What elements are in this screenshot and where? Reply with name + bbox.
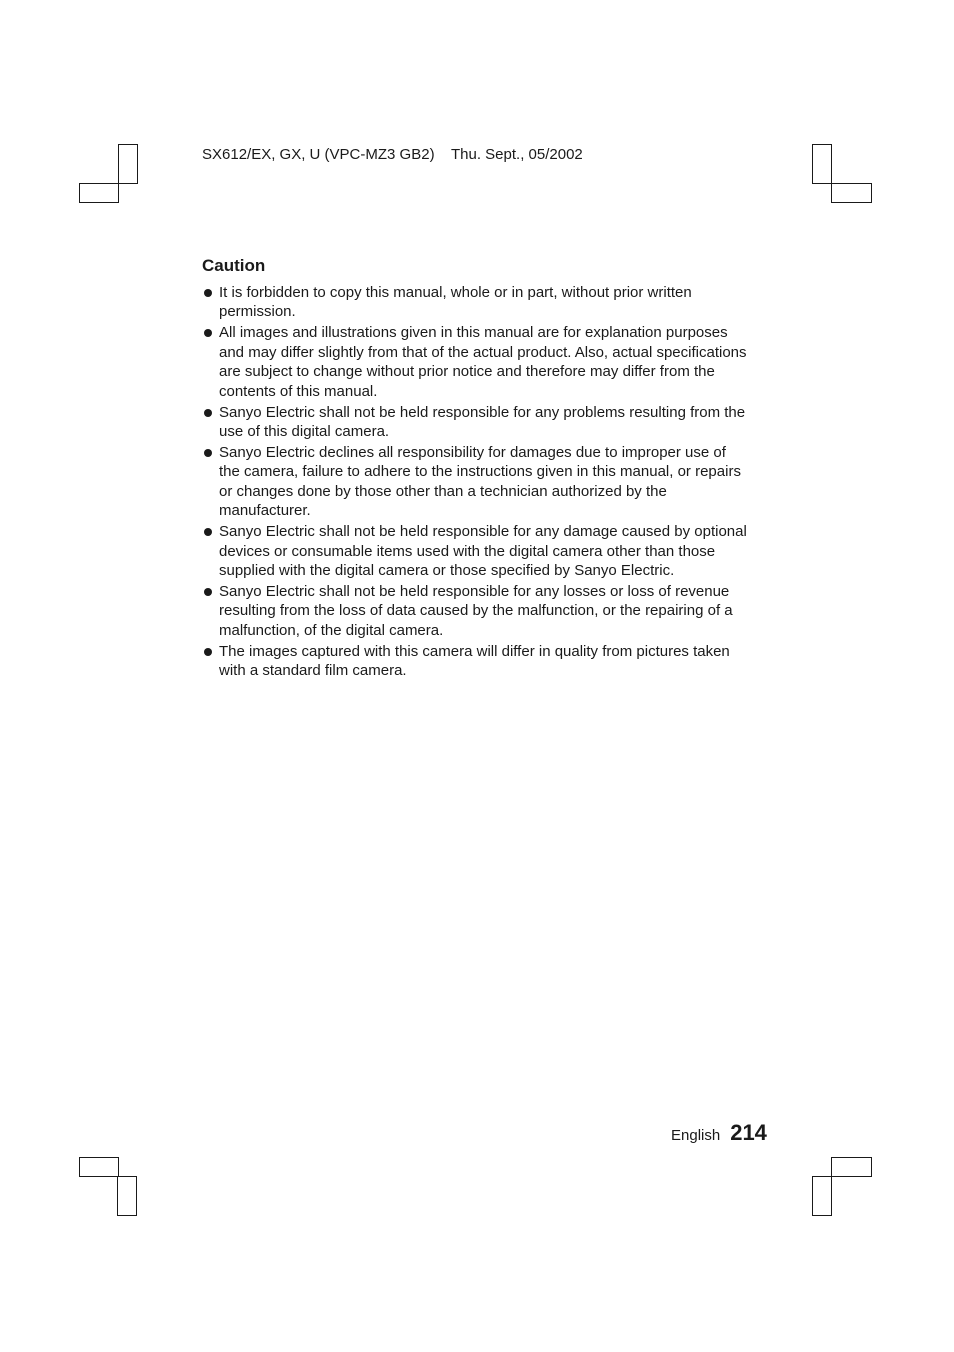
bullet-icon: [204, 329, 212, 337]
footer-language: English: [671, 1127, 721, 1144]
bullet-icon: [204, 289, 212, 297]
list-item-text: It is forbidden to copy this manual, whole or in part, without prior written permission.: [219, 284, 692, 321]
bullet-icon: [204, 409, 212, 417]
crop-mark-top-right-horizontal: [831, 183, 872, 203]
list-item: [202, 522, 750, 580]
bullet-icon: [204, 449, 212, 457]
list-item: [202, 443, 750, 521]
caution-list: [202, 283, 750, 682]
list-item-text: All images and illustrations given in this manual are for explanation purposes and may differ slightly from that of the actual product. Also, actual specifications are subject to change without prior notice and therefore may differ from the contents of this manual.: [219, 324, 747, 400]
model-info: SX612/EX, GX, U (VPC-MZ3 GB2): [202, 146, 435, 163]
list-item-text: Sanyo Electric shall not be held responsible for any damage caused by optional devices or consumable items used with the digital camera other than those supplied with the digital camera or those specified by Sanyo Electric.: [219, 523, 747, 580]
crop-mark-top-left-vertical: [118, 144, 138, 184]
crop-mark-top-left-horizontal: [79, 183, 119, 203]
list-item-text: The images captured with this camera will differ in quality from pictures taken with a standard film camera.: [219, 642, 730, 680]
list-item: [202, 403, 750, 442]
page-number: 214: [730, 1120, 767, 1145]
list-item-text: Sanyo Electric shall not be held responsible for any losses or loss of revenue resulting from the loss of data caused by the malfunction, or the repairing of a malfunction, of the digital camera.: [219, 583, 733, 639]
crop-mark-bottom-left-vertical: [117, 1176, 137, 1216]
list-item-text: Sanyo Electric shall not be held responsible for any problems resulting from the use of this digital camera.: [219, 403, 746, 441]
list-item: [202, 283, 750, 322]
bullet-icon: [204, 588, 212, 596]
crop-mark-bottom-right-vertical: [812, 1176, 832, 1216]
bullet-icon: [204, 528, 212, 536]
print-date: Thu. Sept., 05/2002: [450, 146, 583, 163]
list-item: [202, 323, 750, 401]
crop-mark-top-right-vertical: [812, 144, 832, 184]
section-title: Caution: [202, 256, 266, 275]
bullet-icon: [204, 648, 212, 656]
page-footer: [671, 1120, 767, 1146]
list-item-text: Sanyo Electric declines all responsibility for damages due to improper use of the camera, failure to adhere to the instructions given in this manual, or repairs or changes done by those other than a technician authorized by the manufacturer.: [219, 444, 741, 520]
list-item: [202, 582, 750, 640]
crop-mark-bottom-right-horizontal: [831, 1157, 872, 1177]
print-header: [202, 146, 583, 163]
crop-mark-bottom-left-horizontal: [79, 1157, 119, 1177]
list-item: [202, 642, 750, 681]
